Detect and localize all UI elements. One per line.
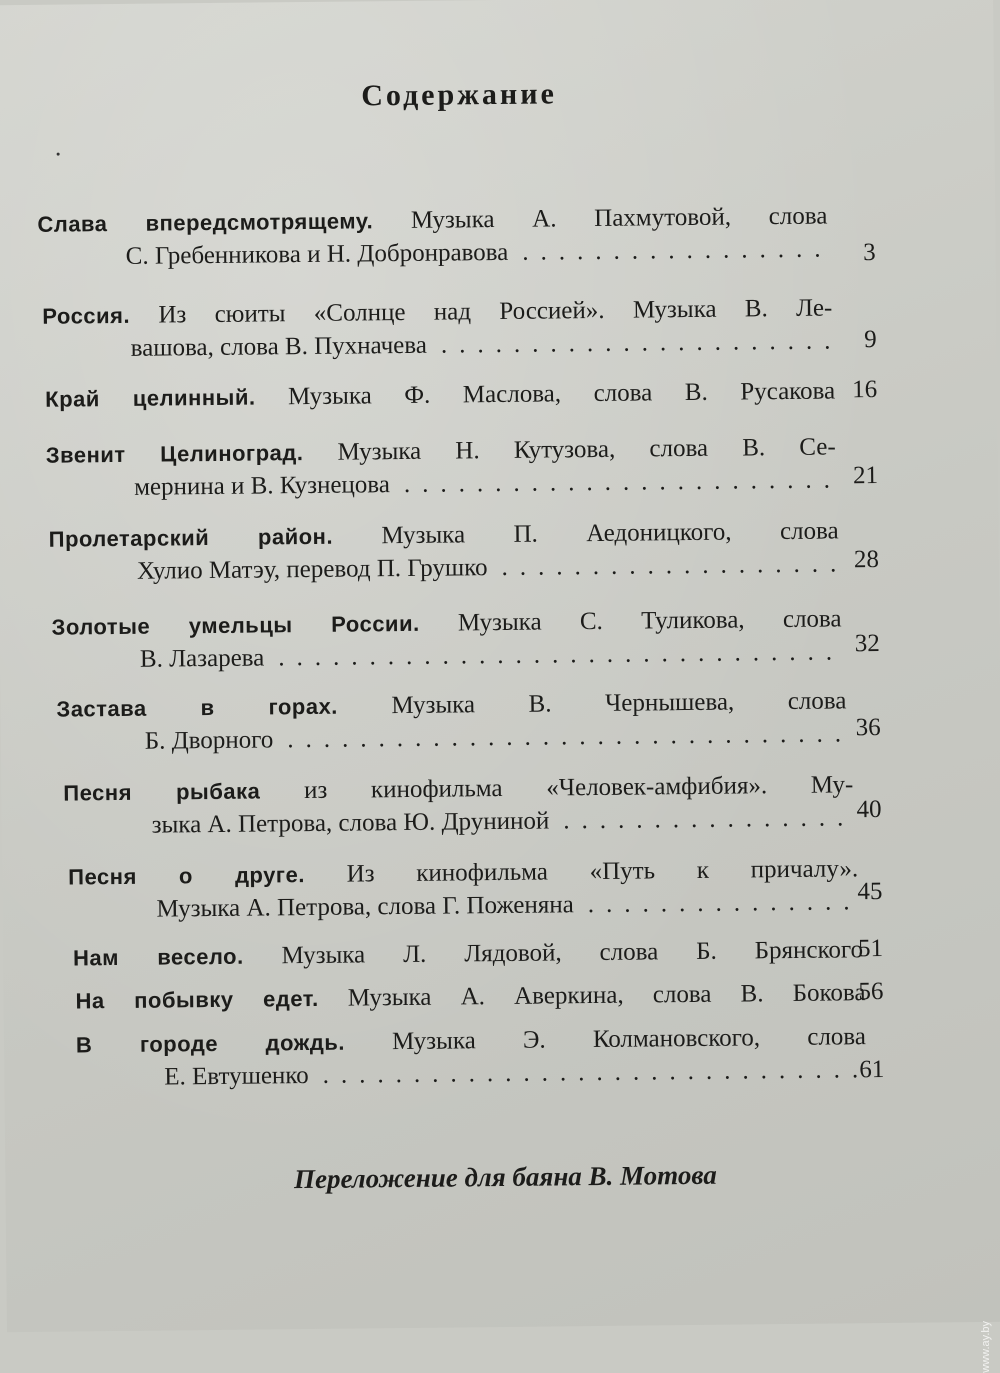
song-credits-continued: С. Гребенникова и Н. Добронравова <box>126 238 509 272</box>
song-credits: Музыка В. Чернышева, слова <box>338 687 847 719</box>
page-title: Содержание <box>0 74 924 118</box>
page-number: 45 <box>822 878 882 907</box>
page-number: 28 <box>819 546 879 575</box>
song-credits-continued: Хулио Матэу, перевод П. Грушко <box>137 553 488 587</box>
song-credits-continued: Б. Дворного <box>145 725 274 756</box>
leader-dots: ........................................ <box>501 549 839 583</box>
song-credits: Музыка Н. Кутузова, слова В. Се- <box>303 433 836 466</box>
toc-entry-continuation <box>46 465 836 503</box>
song-credits: Музыка Э. Колмановского, слова <box>345 1023 866 1055</box>
song-credits: Музыка П. Аедоницкого, слова <box>333 517 839 549</box>
toc-entry-line <box>75 978 865 1016</box>
song-credits: Музыка А. Пахмутовой, слова <box>373 203 827 235</box>
page-number: 9 <box>816 326 876 355</box>
toc-entry <box>56 685 956 694</box>
toc-entry-continuation <box>52 637 842 675</box>
song-title: В городе дождь. <box>76 1030 345 1058</box>
toc-entry <box>51 603 951 612</box>
toc-entry-line <box>37 202 827 240</box>
leader-dots: ........................................ <box>404 465 836 500</box>
toc-entry-line <box>76 1022 866 1060</box>
leader-dots: ........................................ <box>441 326 833 360</box>
toc-entry <box>46 431 946 440</box>
toc-entry-continuation <box>57 719 847 757</box>
song-credits: Музыка А. Аверкина, слова В. Бокова <box>319 979 866 1012</box>
song-title: На побывку едет. <box>75 986 318 1014</box>
song-title: Песня о друге. <box>68 862 305 889</box>
toc-entry-continuation <box>68 887 858 925</box>
toc-entry <box>76 1021 976 1030</box>
song-credits-continued: вашова, слова В. Пухначева <box>131 331 428 364</box>
page-number: 36 <box>821 714 881 743</box>
toc-entry-continuation <box>43 326 833 364</box>
page-number: 3 <box>816 239 876 268</box>
toc-entry <box>68 853 968 862</box>
leader-dots: ........................................ <box>522 235 828 268</box>
toc-entry <box>42 292 942 301</box>
toc-entry-line <box>49 516 839 554</box>
leader-dots: ........................................ <box>323 1055 867 1091</box>
song-credits: Из кинофильма «Путь к причалу». <box>305 855 859 888</box>
song-title: Пролетарский район. <box>49 524 334 552</box>
song-title: Застава в горах. <box>56 694 338 722</box>
song-title: Край целинный. <box>45 385 256 412</box>
song-credits: Музыка С. Туликова, слова <box>419 605 841 636</box>
toc-entry <box>49 515 949 524</box>
toc-entry <box>63 769 963 778</box>
page-number: 32 <box>820 630 880 659</box>
toc-entry-line <box>68 854 858 892</box>
toc-entry-line <box>45 376 835 414</box>
song-title: Песня рыбака <box>63 779 260 806</box>
toc-entry-line <box>63 770 853 808</box>
song-credits-continued: Е. Евтушенко <box>164 1061 309 1093</box>
song-credits: Музыка Л. Лядовой, слова Б. Брянского <box>243 936 863 969</box>
song-title: Золотые умельцы России. <box>51 611 419 640</box>
toc-entry-line <box>56 686 846 724</box>
toc-entry-continuation <box>76 1055 866 1093</box>
song-credits-continued: мернина и В. Кузнецова <box>134 470 390 503</box>
leader-dots: ........................................ <box>563 803 854 836</box>
song-title: Звенит Целиноград. <box>46 440 304 468</box>
song-credits-continued: В. Лазарева <box>140 643 265 674</box>
song-credits-continued: Музыка А. Петрова, слова Г. Поженяна <box>156 890 574 924</box>
toc-entry-line <box>73 935 863 973</box>
page-number: 21 <box>818 462 878 491</box>
page-number: 16 <box>817 376 877 405</box>
song-credits: из кинофильма «Человек-амфибия». Му- <box>260 771 853 804</box>
song-title: Слава впередсмотрящему. <box>37 208 373 237</box>
song-title: Россия. <box>42 303 130 329</box>
page-number: 40 <box>821 796 881 825</box>
song-credits-continued: зыка А. Петрова, слова Ю. Друниной <box>152 806 550 840</box>
watermark <box>980 1321 992 1373</box>
toc-entry-line <box>51 604 841 642</box>
song-title: Нам весело. <box>73 944 244 971</box>
toc-entry-line <box>46 432 836 470</box>
toc-entry-continuation <box>64 803 854 841</box>
page-number: 56 <box>823 978 883 1007</box>
page-number: 51 <box>823 935 883 964</box>
leader-dots: ........................................ <box>278 637 842 673</box>
toc-entry-line <box>42 294 832 332</box>
toc-entry <box>45 375 945 384</box>
toc-entry <box>37 200 937 209</box>
toc-entry-continuation <box>38 235 828 273</box>
leader-dots: ........................................ <box>287 719 847 755</box>
arrangement-credit: Переложение для баяна В. Мотова <box>5 1157 1000 1198</box>
toc-entry-continuation <box>49 549 839 587</box>
song-credits: Музыка Ф. Маслова, слова В. Русакова <box>255 377 835 410</box>
page-number: 61 <box>824 1056 884 1085</box>
song-credits: Из сюиты «Солнце над Россией». Музыка В. Ле- <box>130 295 833 329</box>
leader-dots: ........................................ <box>588 887 859 920</box>
